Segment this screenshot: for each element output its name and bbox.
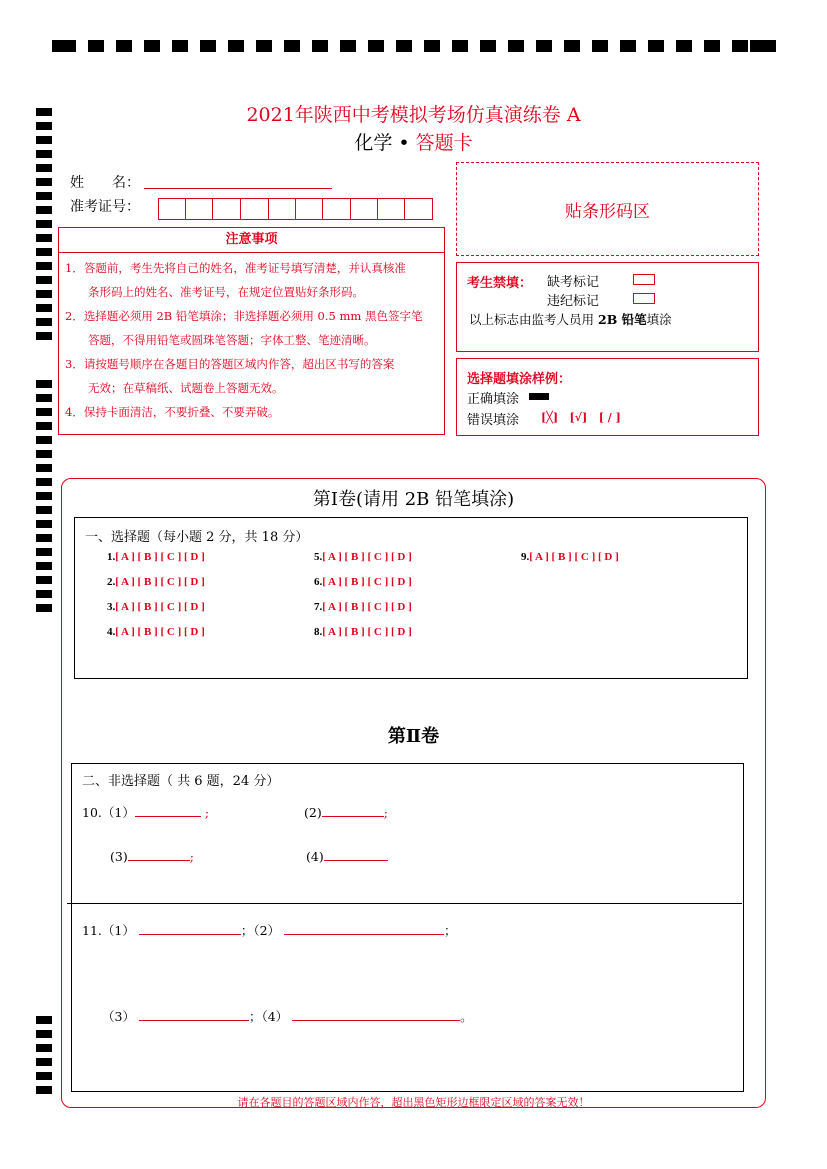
subtitle-dot: • xyxy=(398,132,410,154)
choice-options[interactable]: [ A ] [ B ] [ C ] [ D ] xyxy=(115,601,205,613)
q10-blank-1[interactable] xyxy=(135,802,201,817)
choice-options[interactable]: [ A ] [ B ] [ C ] [ D ] xyxy=(115,551,205,563)
exam-id-box[interactable] xyxy=(295,198,323,220)
violation-checkbox[interactable] xyxy=(633,293,655,304)
notice-box xyxy=(58,227,445,435)
choice-row[interactable] xyxy=(107,626,205,638)
choice-row[interactable] xyxy=(314,626,412,638)
wrong-mark-slash: [ / ] xyxy=(598,411,621,424)
name-label: 姓 名： xyxy=(70,175,140,191)
q11-label-2: ；（2） xyxy=(240,923,281,938)
choice-row[interactable] xyxy=(314,576,412,588)
q11-end: 。 xyxy=(460,1009,473,1024)
absent-label: 缺考标记 xyxy=(547,275,600,290)
q10-label-3: (3) xyxy=(110,849,128,864)
question-divider xyxy=(67,903,742,904)
q11-label-3: （3） xyxy=(102,1009,135,1024)
notice-heading: 注意事项 xyxy=(59,228,444,253)
side-marks-group-3 xyxy=(36,1016,52,1100)
q11-label-4: ；（4） xyxy=(248,1009,289,1024)
choice-options[interactable]: [ A ] [ B ] [ C ] [ D ] xyxy=(115,576,205,588)
semicolon: ; xyxy=(204,805,210,820)
proctor-note-bold: 2B 铅笔 xyxy=(598,312,647,327)
proctor-note xyxy=(469,310,672,328)
exam-id-box[interactable] xyxy=(268,198,296,220)
choice-row[interactable] xyxy=(314,601,412,613)
top-timing-marks xyxy=(52,40,776,52)
part1-heading: 第Ⅰ卷(请用 2B 铅笔填涂) xyxy=(312,489,515,510)
question-number: 4. xyxy=(107,626,116,638)
answer-card-label: 答题卡 xyxy=(415,132,473,154)
q10-label-2: (2) xyxy=(304,805,322,820)
question-number: 8. xyxy=(314,626,323,638)
q10-part1 xyxy=(82,802,209,821)
question-number: 5. xyxy=(314,551,323,563)
fill-example-heading: 选择题填涂样例： xyxy=(467,372,572,387)
q10-part4 xyxy=(306,846,388,864)
semicolon: ; xyxy=(383,805,388,820)
q11-number: 11.（1） xyxy=(82,923,135,938)
q11-blank-1[interactable] xyxy=(139,920,241,935)
page-title: 2021年陕西中考模拟考场仿真演练卷 A xyxy=(246,104,581,126)
question-number: 2. xyxy=(107,576,116,588)
notice-list xyxy=(59,253,444,424)
q10-label-4: (4) xyxy=(306,849,324,864)
choice-options[interactable]: [ A ] [ B ] [ C ] [ D ] xyxy=(529,551,619,563)
question-number: 6. xyxy=(314,576,323,588)
absent-checkbox[interactable] xyxy=(633,274,655,285)
barcode-area xyxy=(456,162,759,256)
wrong-mark-cross: [╳] xyxy=(541,411,559,424)
q11-blank-4[interactable] xyxy=(292,1006,460,1021)
q11-line-1: 11.（1） ；（2） ； xyxy=(82,920,457,939)
notice-item: 1．答题前，考生先将自己的姓名，准考证号填写清楚，并认真核准 xyxy=(65,261,406,275)
q10-blank-3[interactable] xyxy=(128,846,190,861)
footer-warning: 请在各题目的答题区域内作答，超出黑色矩形边框限定区域的答案无效！ xyxy=(237,1096,590,1109)
notice-item: 条形码上的姓名、准考证号，在规定位置贴好条形码。 xyxy=(65,285,364,299)
q10-number: 10.（1） xyxy=(82,805,135,820)
choice-row[interactable] xyxy=(314,551,412,563)
fill-example-box xyxy=(456,358,759,436)
choice-options[interactable]: [ A ] [ B ] [ C ] [ D ] xyxy=(115,626,205,638)
proctor-mark-box xyxy=(456,262,759,352)
notice-item: 答题，不得用铅笔或圆珠笔答题；字体工整、笔迹清晰。 xyxy=(65,333,376,347)
notice-item: 4．保持卡面清洁，不要折叠、不要弄破。 xyxy=(65,405,280,419)
name-input-line[interactable] xyxy=(144,188,332,189)
subject-label: 化学 xyxy=(354,132,393,154)
page-subtitle xyxy=(0,128,827,155)
choice-row[interactable] xyxy=(107,551,205,563)
section2-title: 二、非选择题（ 共 6 题，24 分） xyxy=(82,774,280,789)
wrong-fill-label: 错误填涂 xyxy=(467,413,520,428)
correct-fill-label: 正确填涂 xyxy=(467,392,520,407)
exam-id-box[interactable] xyxy=(212,198,241,220)
q10-part3 xyxy=(110,846,194,864)
choice-options[interactable]: [ A ] [ B ] [ C ] [ D ] xyxy=(322,626,412,638)
proctor-note-prefix: 以上标志由监考人员用 xyxy=(469,312,595,327)
exam-id-box[interactable] xyxy=(377,198,405,220)
q11-blank-2[interactable] xyxy=(284,920,444,935)
choice-row[interactable] xyxy=(521,551,619,563)
choice-options[interactable]: [ A ] [ B ] [ C ] [ D ] xyxy=(322,601,412,613)
notice-item: 3．请按题号顺序在各题目的答题区域内作答，超出区书写的答案 xyxy=(65,357,395,371)
question-number: 1. xyxy=(107,551,116,563)
q10-blank-4[interactable] xyxy=(324,846,388,861)
q10-part2 xyxy=(304,802,388,820)
exam-id-box[interactable] xyxy=(404,198,433,220)
q10-blank-2[interactable] xyxy=(322,802,384,817)
notice-item: 无效；在草稿纸、试题卷上答题无效。 xyxy=(65,381,284,395)
notice-item: 2．选择题必须用 2B 铅笔填涂；非选择题必须用 0.5 mm 黑色签字笔 xyxy=(65,309,423,323)
multiple-choice-box xyxy=(74,517,748,679)
question-number: 9. xyxy=(521,551,530,563)
part2-heading: 第Ⅱ卷 xyxy=(387,726,440,747)
exam-id-label: 准考证号： xyxy=(70,199,140,215)
choice-row[interactable] xyxy=(107,576,205,588)
choice-options[interactable]: [ A ] [ B ] [ C ] [ D ] xyxy=(322,576,412,588)
exam-id-box[interactable] xyxy=(185,198,213,220)
exam-id-box[interactable] xyxy=(240,198,269,220)
semicolon: ; xyxy=(189,849,194,864)
q11-line-2 xyxy=(102,1006,473,1025)
violation-label: 违纪标记 xyxy=(547,294,600,309)
correct-fill-mark xyxy=(529,393,549,400)
question-number: 3. xyxy=(107,601,116,613)
exam-id-box[interactable] xyxy=(158,198,186,220)
exam-id-box[interactable] xyxy=(322,198,351,220)
proctor-note-suffix: 填涂 xyxy=(646,312,672,327)
wrong-mark-check: [√] xyxy=(569,411,588,424)
q11-blank-3[interactable] xyxy=(139,1006,249,1021)
exam-id-box[interactable] xyxy=(350,198,378,220)
wrong-fill-marks xyxy=(541,411,621,424)
choice-row[interactable] xyxy=(107,601,205,613)
barcode-label: 贴条形码区 xyxy=(565,202,650,222)
forbidden-label: 考生禁填： xyxy=(467,276,533,291)
section1-title: 一、选择题（每小题 2 分，共 18 分） xyxy=(85,530,309,545)
choice-options[interactable]: [ A ] [ B ] [ C ] [ D ] xyxy=(322,551,412,563)
question-number: 7. xyxy=(314,601,323,613)
